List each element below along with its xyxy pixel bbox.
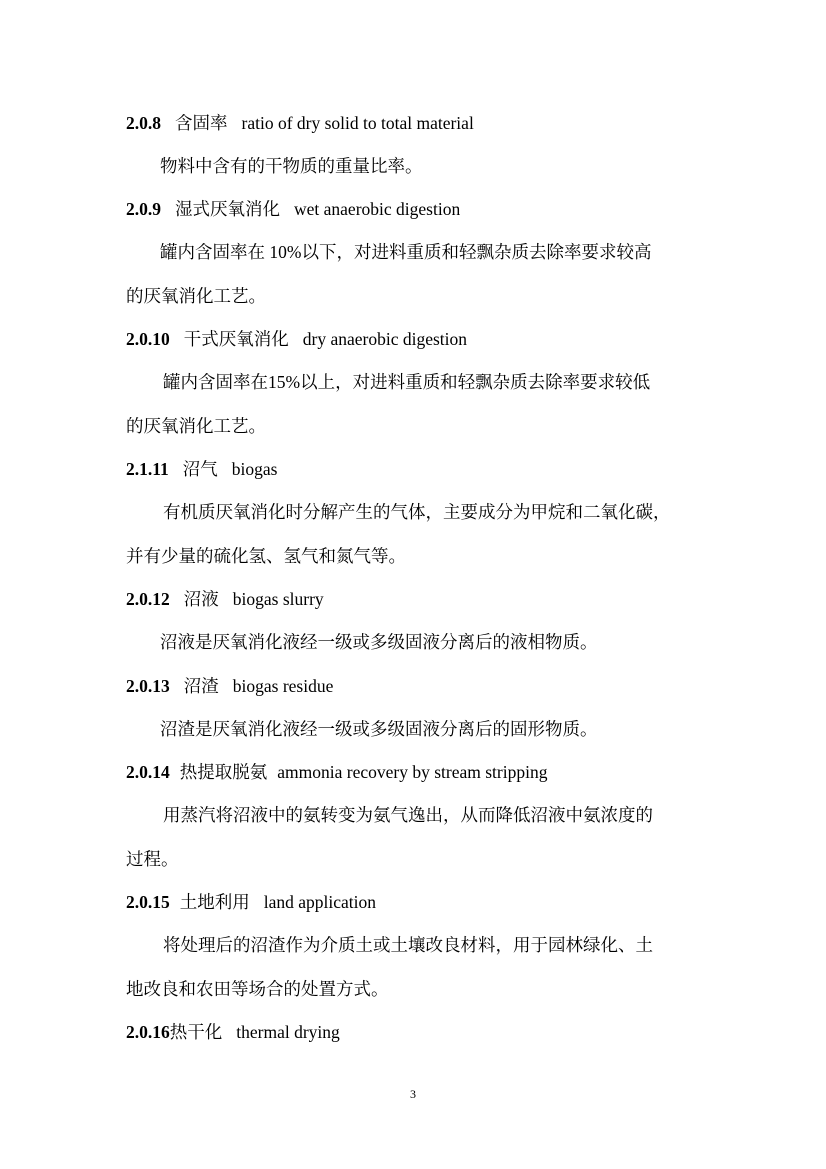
- term-heading: [126, 674, 333, 698]
- term-chinese: 沼液: [183, 589, 219, 609]
- term-number: 2.0.9: [126, 199, 161, 219]
- term-number: 2.0.16: [126, 1022, 170, 1042]
- term-definition: 罐内含固率在 10%以下，对进料重质和轻飘杂质去除率要求较高: [160, 242, 652, 262]
- term-english: ratio of dry solid to total material: [241, 113, 474, 133]
- term-definition: 物料中含有的干物质的重量比率。: [160, 156, 423, 176]
- term-heading: [126, 327, 467, 351]
- term-number: 2.0.10: [126, 329, 170, 349]
- term-definition-continued: 过程。: [126, 849, 179, 869]
- term-english: biogas: [231, 459, 278, 479]
- term-heading: [126, 111, 474, 135]
- term-definition: 有机质厌氧消化时分解产生的气体，主要成分为甲烷和二氧化碳，: [163, 502, 671, 522]
- term-heading: [126, 760, 547, 784]
- term-heading: [126, 457, 278, 481]
- term-chinese: 沼渣: [183, 676, 219, 696]
- page-number: 3: [410, 1087, 416, 1101]
- term-definition: 将处理后的沼渣作为介质土或土壤改良材料，用于园林绿化、土: [163, 935, 653, 955]
- term-chinese: 含固率: [175, 113, 228, 133]
- term-english: thermal drying: [236, 1022, 340, 1042]
- term-chinese: 热干化: [169, 1022, 223, 1042]
- term-chinese: 土地利用: [179, 892, 250, 912]
- term-english: wet anaerobic digestion: [294, 199, 461, 219]
- term-definition-continued: 并有少量的硫化氢、氢气和氮气等。: [126, 546, 406, 566]
- term-heading: [126, 587, 324, 611]
- term-definition-continued: 地改良和农田等场合的处置方式。: [126, 979, 389, 999]
- term-heading: [126, 1020, 340, 1044]
- term-number: 2.0.8: [126, 113, 161, 133]
- term-english: biogas slurry: [232, 589, 324, 609]
- term-number: 2.0.14: [126, 762, 170, 782]
- term-definition: 用蒸汽将沼液中的氨转变为氨气逸出，从而降低沼液中氨浓度的: [163, 805, 653, 825]
- term-heading: [126, 197, 460, 221]
- term-number: 2.0.15: [126, 892, 170, 912]
- term-chinese: 热提取脱氨: [179, 762, 268, 782]
- term-english: biogas residue: [232, 676, 334, 696]
- term-english: dry anaerobic digestion: [302, 329, 468, 349]
- term-definition: 罐内含固率在15%以上，对进料重质和轻飘杂质去除率要求较低: [163, 372, 651, 392]
- term-english: land application: [263, 892, 377, 912]
- term-definition: 沼渣是厌氧消化液经一级或多级固液分离后的固形物质。: [160, 719, 598, 739]
- term-number: 2.0.12: [126, 589, 170, 609]
- term-english: ammonia recovery by stream stripping: [277, 762, 548, 782]
- term-definition: 沼液是厌氧消化液经一级或多级固液分离后的液相物质。: [160, 632, 598, 652]
- term-chinese: 干式厌氧消化: [183, 329, 289, 349]
- term-chinese: 湿式厌氧消化: [175, 199, 280, 219]
- term-number: 2.0.13: [126, 676, 170, 696]
- term-chinese: 沼气: [182, 459, 218, 479]
- term-number: 2.1.11: [126, 459, 169, 479]
- term-definition-continued: 的厌氧消化工艺。: [126, 286, 266, 306]
- term-heading: [126, 890, 376, 914]
- term-definition-continued: 的厌氧消化工艺。: [126, 416, 266, 436]
